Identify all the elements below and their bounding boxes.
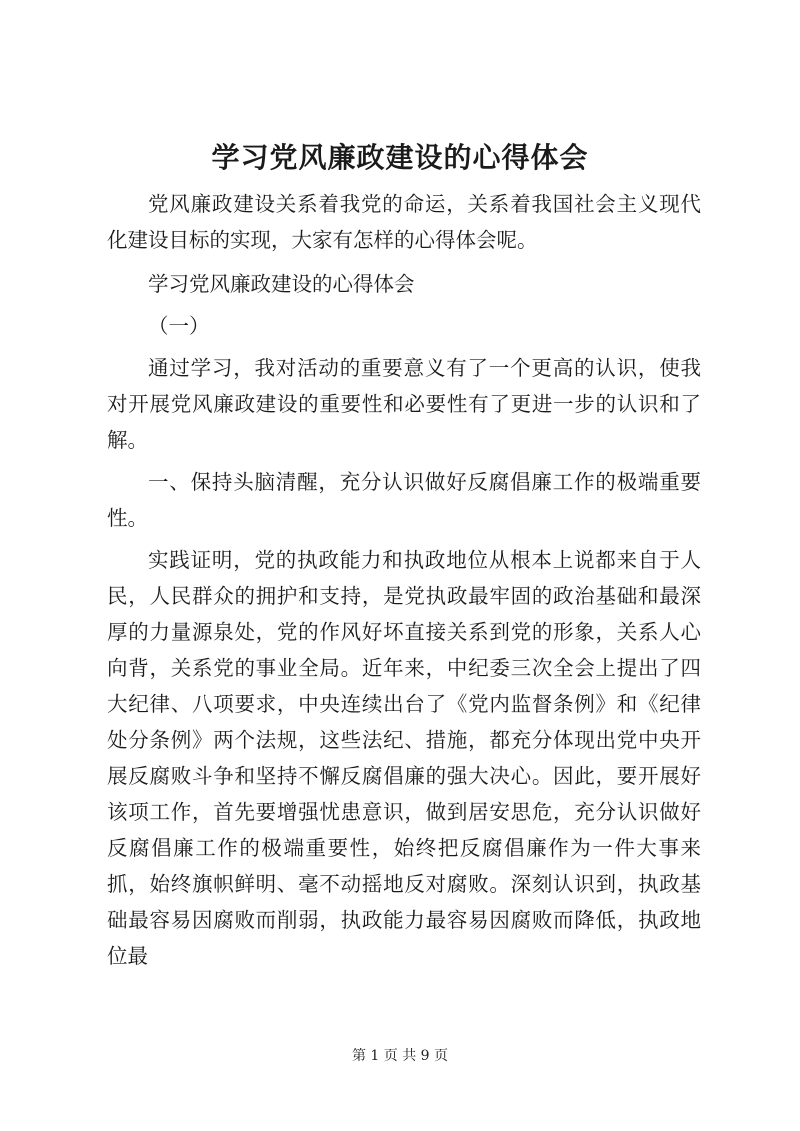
document-body: [107, 186, 701, 974]
part-number: （一）: [148, 314, 210, 338]
intro-paragraph: 党风廉政建设关系着我党的命运，关系着我国社会主义现代化建设目标的实现，大家有怎样的心得体会呢。: [107, 192, 701, 252]
document-title: 学习党风廉政建设的心得体会: [211, 141, 589, 174]
body-paragraph: 实践证明，党的执政能力和执政地位从根本上说都来自于人民，人民群众的拥护和支持，是党执政最牢固的政治基础和最深厚的力量源泉处，党的作风好坏直接关系到党的形象，关系人心向背，关系党的事业全局。近年来，中纪委三次全会上提出了四大纪律、八项要求，中央连续出台了《党内监督条例》和《纪律处分条例》两个法规，这些法纪、措施，都充分体现出党中央开展反腐败斗争和坚持不懈反腐倡廉的强大决心。因此，要开展好该项工作，首先要增强忧患意识，做到居安思危，充分认识做好反腐倡廉工作的极端重要性，始终把反腐倡廉作为一件大事来抓，始终旗帜鲜明、毫不动摇地反对腐败。深刻认识到，执政基础最容易因腐败而削弱，执政能力最容易因腐败而降低，执政地位最: [107, 548, 701, 968]
page-footer: 第 1 页 共 9 页: [351, 1048, 449, 1064]
section-heading: 学习党风廉政建设的心得体会: [148, 272, 415, 296]
body-paragraph: 通过学习，我对活动的重要意义有了一个更高的认识，使我对开展党风廉政建设的重要性和必要性有了更进一步的认识和了解。: [107, 356, 701, 452]
point-heading: 一、保持头脑清醒，充分认识做好反腐倡廉工作的极端重要性。: [107, 470, 701, 530]
